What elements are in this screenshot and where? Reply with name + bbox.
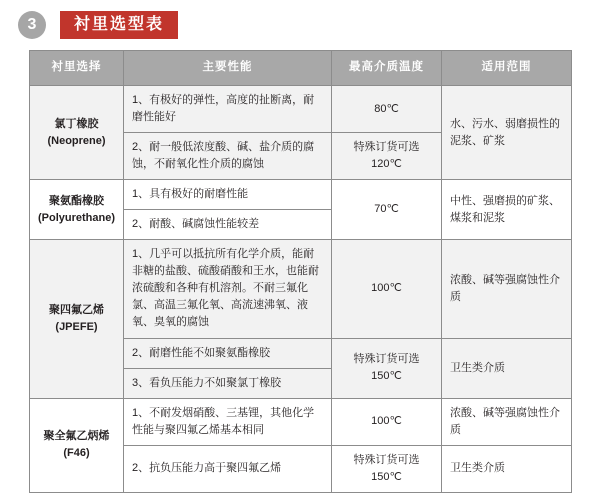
- cell-lining-name: 聚全氟乙炳烯 (F46): [30, 398, 124, 492]
- table-header-row: [30, 51, 572, 86]
- table-row: [30, 180, 572, 210]
- cell-application: 中性、强磨损的矿浆、煤浆和泥浆: [442, 180, 572, 240]
- cell-max-temperature: 100℃: [332, 398, 442, 445]
- table-row: [30, 86, 572, 133]
- cell-lining-name: 聚氨酯橡胶 (Polyurethane): [30, 180, 124, 240]
- lining-selection-table: [29, 50, 572, 493]
- table-row: [30, 398, 572, 445]
- table-head: [30, 51, 572, 86]
- cell-application: 卫生类介质: [442, 338, 572, 398]
- cell-application: 浓酸、碱等强腐蚀性介质: [442, 398, 572, 445]
- cell-max-temperature: 100℃: [332, 240, 442, 338]
- cell-application: 浓酸、碱等强腐蚀性介质: [442, 240, 572, 338]
- table-body: [30, 86, 572, 493]
- column-header-lining: 衬里选择: [30, 51, 124, 86]
- lining-selection-table-wrapper: [29, 50, 571, 493]
- cell-performance: 1、有极好的弹性，高度的扯断离，耐磨性能好: [124, 86, 332, 133]
- column-header-performance: 主要性能: [124, 51, 332, 86]
- cell-performance: 1、具有极好的耐磨性能: [124, 180, 332, 210]
- cell-max-temperature: 特殊订货可选 150℃: [332, 445, 442, 492]
- cell-max-temperature: 80℃: [332, 86, 442, 133]
- table-row: [30, 240, 572, 338]
- section-number-badge: 3: [18, 11, 46, 39]
- cell-performance: 3、看负压能力不如聚氯丁橡胶: [124, 368, 332, 398]
- cell-lining-name: 氯丁橡胶 (Neoprene): [30, 86, 124, 180]
- cell-max-temperature: 特殊订货可选 120℃: [332, 133, 442, 180]
- cell-performance: 2、耐一般低浓度酸、碱、盐介质的腐蚀，不耐氧化性介质的腐蚀: [124, 133, 332, 180]
- cell-application: 卫生类介质: [442, 445, 572, 492]
- cell-max-temperature: 70℃: [332, 180, 442, 240]
- cell-performance: 1、几乎可以抵抗所有化学介质，能耐非糖的盐酸、硫酸硝酸和王水，也能耐浓硫酸和各种有机溶剂。不耐三氟化氯、高温三氟化氧、高流速沸氧、液氧、臭氧的腐蚀: [124, 240, 332, 338]
- page-header: [0, 0, 600, 40]
- cell-application: 水、污水、弱磨损性的泥浆、矿浆: [442, 86, 572, 180]
- cell-performance: 2、耐磨性能不如聚氨酯橡胶: [124, 338, 332, 368]
- page-title: 衬里选型表: [60, 11, 178, 39]
- cell-performance: 1、不耐发烟硝酸、三基锂，其他化学性能与聚四氟乙烯基本相同: [124, 398, 332, 445]
- cell-lining-name: 聚四氟乙烯 (JPEFE): [30, 240, 124, 398]
- column-header-max-temperature: 最高介质温度: [332, 51, 442, 86]
- cell-performance: 2、抗负压能力高于聚四氟乙烯: [124, 445, 332, 492]
- column-header-application: 适用范围: [442, 51, 572, 86]
- cell-performance: 2、耐酸、碱腐蚀性能较差: [124, 210, 332, 240]
- cell-max-temperature: 特殊订货可选 150℃: [332, 338, 442, 398]
